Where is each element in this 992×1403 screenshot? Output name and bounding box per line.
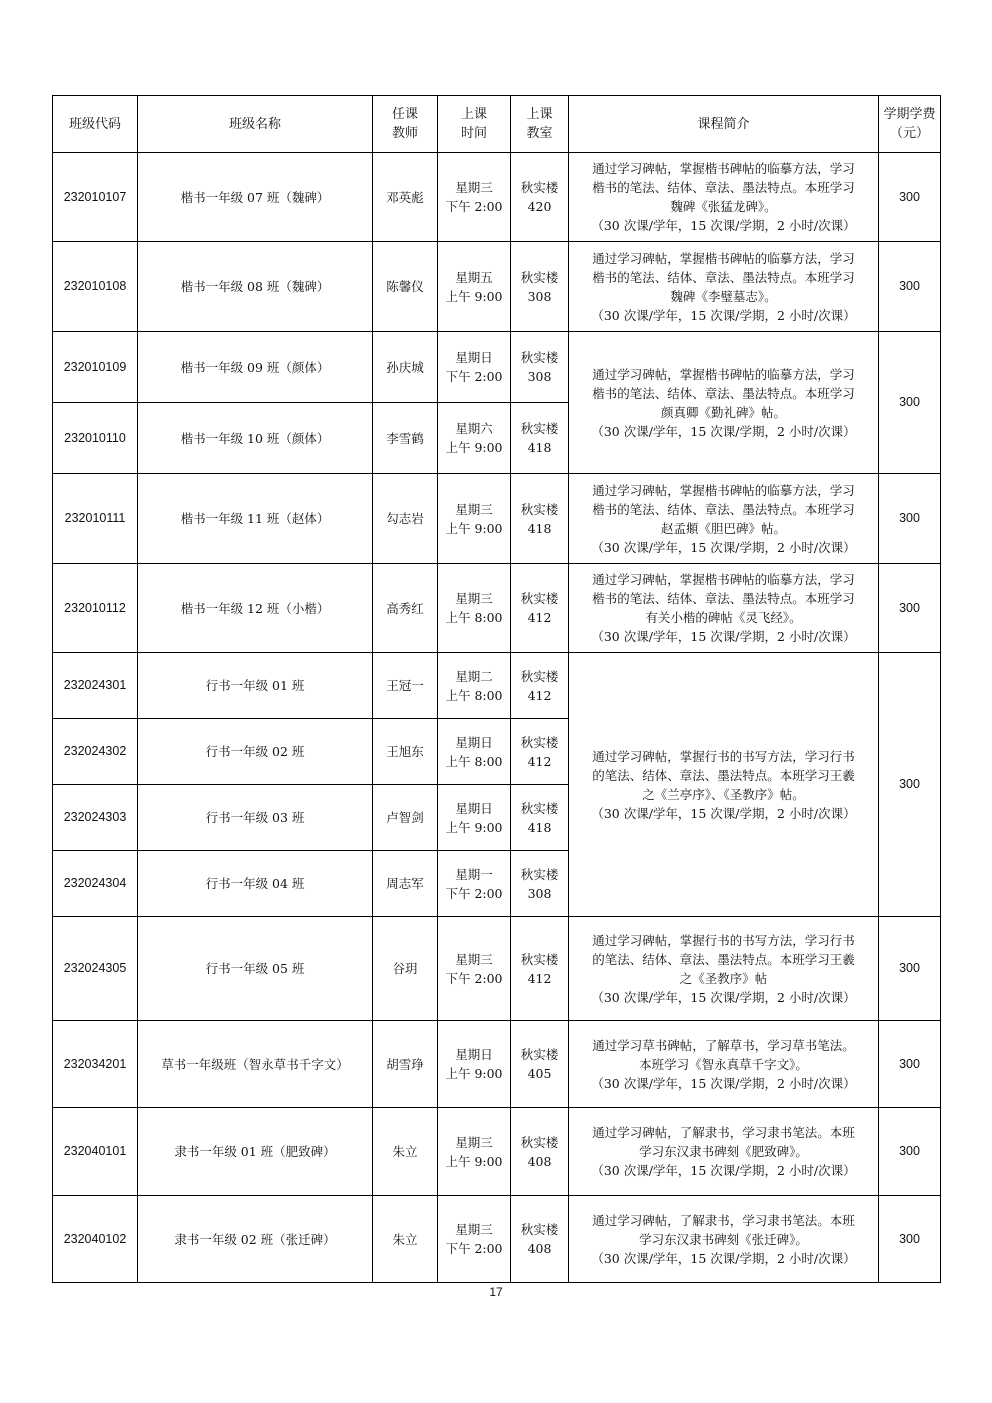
classroom: 秋实楼 412 (511, 917, 569, 1021)
class-name: 楷书一年级 07 班（魏碑） (138, 153, 373, 242)
teacher: 勾志岩 (373, 474, 438, 564)
header-time: 上课 时间 (438, 96, 511, 153)
tuition-fee: 300 (879, 564, 941, 653)
tuition-fee: 300 (879, 1108, 941, 1196)
class-name: 行书一年级 03 班 (138, 785, 373, 851)
header-fee: 学期学费 （元） (879, 96, 941, 153)
classroom: 秋实楼 408 (511, 1108, 569, 1196)
teacher: 周志军 (373, 851, 438, 917)
classroom: 秋实楼 308 (511, 332, 569, 403)
course-description: 通过学习碑帖，掌握楷书碑帖的临摹方法，学习 楷书的笔法、结体、章法、墨法特点。本班学习 有关小楷的碑帖《灵飞经》。 （30 次课/学年，15 次课/学期，2 小时/次课） (569, 564, 879, 653)
class-time: 星期三 上午 9:00 (438, 474, 511, 564)
class-code: 232010109 (53, 332, 138, 403)
course-description: 通过学习草书碑帖，了解草书，学习草书笔法。 本班学习《智永真草千字文》。 （30 次课/学年，15 次课/学期，2 小时/次课） (569, 1021, 879, 1108)
table-row (53, 332, 941, 403)
header-row (53, 96, 941, 153)
page-number: 17 (489, 1285, 503, 1299)
class-time: 星期日 上午 9:00 (438, 785, 511, 851)
course-description: 通过学习碑帖，掌握楷书碑帖的临摹方法，学习 楷书的笔法、结体、章法、墨法特点。本班学习 魏碑《李璧墓志》。 （30 次课/学年，15 次课/学期，2 小时/次课） (569, 242, 879, 332)
class-time: 星期日 下午 2:00 (438, 332, 511, 403)
teacher: 王旭东 (373, 719, 438, 785)
header-code: 班级代码 (53, 96, 138, 153)
class-name: 隶书一年级 02 班（张迁碑） (138, 1196, 373, 1283)
class-time: 星期二 上午 8:00 (438, 653, 511, 719)
header-name: 班级名称 (138, 96, 373, 153)
class-time: 星期三 下午 2:00 (438, 917, 511, 1021)
class-code: 232010111 (53, 474, 138, 564)
table-row (53, 653, 941, 719)
table-row (53, 564, 941, 653)
teacher: 朱立 (373, 1196, 438, 1283)
classroom: 秋实楼 308 (511, 851, 569, 917)
classroom: 秋实楼 412 (511, 564, 569, 653)
class-name: 行书一年级 05 班 (138, 917, 373, 1021)
teacher: 王冠一 (373, 653, 438, 719)
class-code: 232034201 (53, 1021, 138, 1108)
tuition-fee: 300 (879, 474, 941, 564)
class-code: 232010108 (53, 242, 138, 332)
class-code: 232040101 (53, 1108, 138, 1196)
table-row (53, 1196, 941, 1283)
classroom: 秋实楼 405 (511, 1021, 569, 1108)
classroom: 秋实楼 418 (511, 785, 569, 851)
classroom: 秋实楼 418 (511, 403, 569, 474)
course-table (52, 95, 941, 1283)
tuition-fee: 300 (879, 153, 941, 242)
class-time: 星期三 上午 9:00 (438, 1108, 511, 1196)
teacher: 高秀红 (373, 564, 438, 653)
teacher: 朱立 (373, 1108, 438, 1196)
class-name: 楷书一年级 08 班（魏碑） (138, 242, 373, 332)
class-name: 隶书一年级 01 班（肥致碑） (138, 1108, 373, 1196)
classroom: 秋实楼 420 (511, 153, 569, 242)
tuition-fee: 300 (879, 242, 941, 332)
class-code: 232024305 (53, 917, 138, 1021)
classroom: 秋实楼 412 (511, 719, 569, 785)
teacher: 陈馨仪 (373, 242, 438, 332)
table-row (53, 474, 941, 564)
table-row (53, 1021, 941, 1108)
tuition-fee: 300 (879, 332, 941, 474)
classroom: 秋实楼 412 (511, 653, 569, 719)
tuition-fee: 300 (879, 1196, 941, 1283)
class-time: 星期三 上午 8:00 (438, 564, 511, 653)
course-description: 通过学习碑帖，掌握楷书碑帖的临摹方法，学习 楷书的笔法、结体、章法、墨法特点。本班学习 颜真卿《勤礼碑》帖。 （30 次课/学年，15 次课/学期，2 小时/次课） (569, 332, 879, 474)
class-time: 星期日 上午 9:00 (438, 1021, 511, 1108)
class-code: 232010112 (53, 564, 138, 653)
table-row (53, 153, 941, 242)
class-code: 232024304 (53, 851, 138, 917)
class-code: 232010110 (53, 403, 138, 474)
tuition-fee: 300 (879, 917, 941, 1021)
class-time: 星期三 下午 2:00 (438, 1196, 511, 1283)
table-row (53, 917, 941, 1021)
header-desc: 课程简介 (569, 96, 879, 153)
class-time: 星期日 上午 8:00 (438, 719, 511, 785)
teacher: 李雪鹤 (373, 403, 438, 474)
teacher: 邓英彪 (373, 153, 438, 242)
classroom: 秋实楼 308 (511, 242, 569, 332)
class-code: 232010107 (53, 153, 138, 242)
header-room: 上课 教室 (511, 96, 569, 153)
table-row (53, 242, 941, 332)
class-name: 楷书一年级 09 班（颜体） (138, 332, 373, 403)
tuition-fee: 300 (879, 1021, 941, 1108)
table-row (53, 1108, 941, 1196)
course-description: 通过学习碑帖，掌握行书的书写方法，学习行书 的笔法、结体、章法、墨法特点。本班学习王羲 之《圣教序》帖 （30 次课/学年，15 次课/学期，2 小时/次课） (569, 917, 879, 1021)
class-code: 232040102 (53, 1196, 138, 1283)
teacher: 卢智剑 (373, 785, 438, 851)
tuition-fee: 300 (879, 653, 941, 917)
course-description: 通过学习碑帖，了解隶书，学习隶书笔法。本班 学习东汉隶书碑刻《张迁碑》。 （30 次课/学年，15 次课/学期，2 小时/次课） (569, 1196, 879, 1283)
class-name: 行书一年级 04 班 (138, 851, 373, 917)
classroom: 秋实楼 418 (511, 474, 569, 564)
teacher: 孙庆城 (373, 332, 438, 403)
class-code: 232024301 (53, 653, 138, 719)
class-name: 楷书一年级 10 班（颜体） (138, 403, 373, 474)
course-description: 通过学习碑帖，掌握行书的书写方法，学习行书 的笔法、结体、章法、墨法特点。本班学习王羲 之《兰亭序》、《圣教序》帖。 （30 次课/学年，15 次课/学期，2 小时/次课） (569, 653, 879, 917)
course-description: 通过学习碑帖，掌握楷书碑帖的临摹方法，学习 楷书的笔法、结体、章法、墨法特点。本班学习 赵孟頫《胆巴碑》帖。 （30 次课/学年，15 次课/学期，2 小时/次课） (569, 474, 879, 564)
class-name: 楷书一年级 12 班（小楷） (138, 564, 373, 653)
class-name: 行书一年级 02 班 (138, 719, 373, 785)
class-code: 232024302 (53, 719, 138, 785)
teacher: 谷玥 (373, 917, 438, 1021)
class-time: 星期三 下午 2:00 (438, 153, 511, 242)
classroom: 秋实楼 408 (511, 1196, 569, 1283)
course-description: 通过学习碑帖，掌握楷书碑帖的临摹方法，学习 楷书的笔法、结体、章法、墨法特点。本班学习 魏碑《张猛龙碑》。 （30 次课/学年，15 次课/学期，2 小时/次课） (569, 153, 879, 242)
class-name: 楷书一年级 11 班（赵体） (138, 474, 373, 564)
class-name: 行书一年级 01 班 (138, 653, 373, 719)
class-name: 草书一年级班（智永草书千字文） (138, 1021, 373, 1108)
header-teacher: 任课 教师 (373, 96, 438, 153)
class-code: 232024303 (53, 785, 138, 851)
course-description: 通过学习碑帖，了解隶书，学习隶书笔法。本班 学习东汉隶书碑刻《肥致碑》。 （30 次课/学年，15 次课/学期，2 小时/次课） (569, 1108, 879, 1196)
class-time: 星期五 上午 9:00 (438, 242, 511, 332)
class-time: 星期六 上午 9:00 (438, 403, 511, 474)
class-time: 星期一 下午 2:00 (438, 851, 511, 917)
teacher: 胡雪琤 (373, 1021, 438, 1108)
